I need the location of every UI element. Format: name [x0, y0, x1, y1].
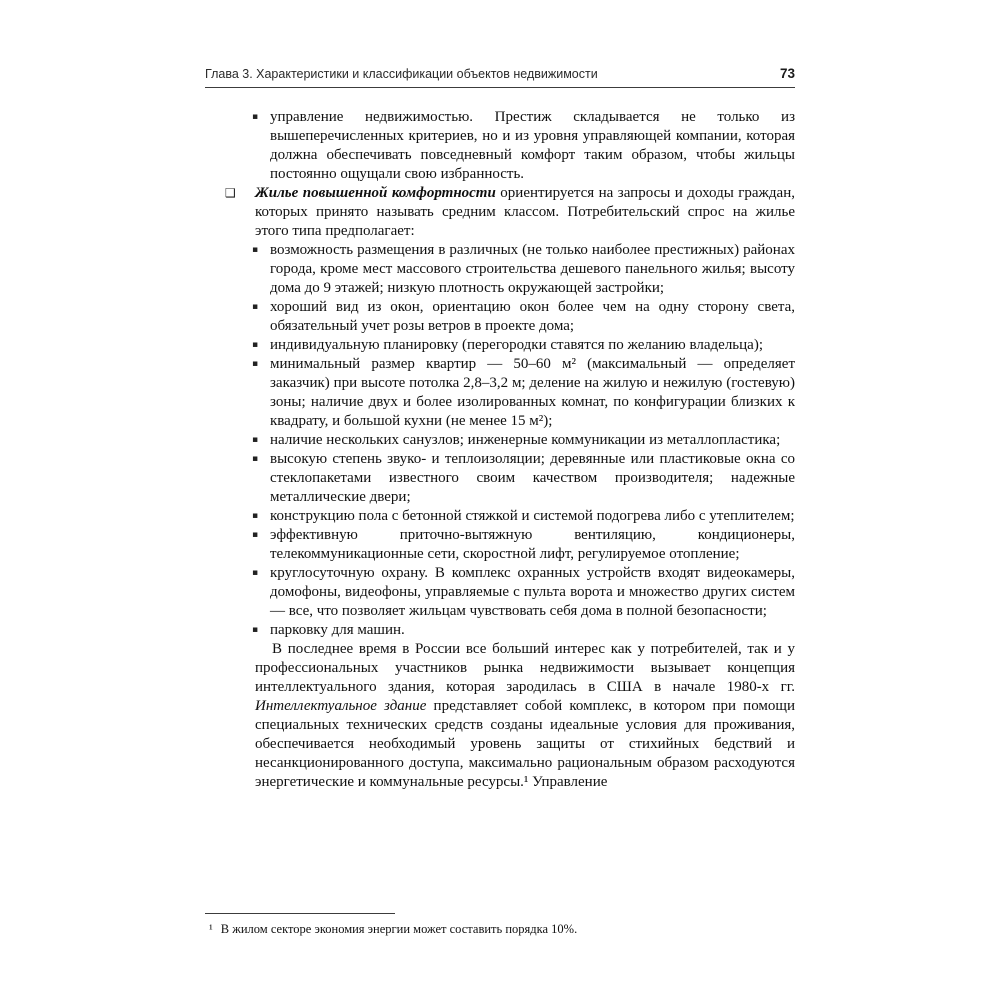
header-rule — [205, 87, 795, 88]
list-item-text: конструкцию пола с бетонной стяжкой и системой подогрева либо с утеплителем; — [270, 508, 795, 524]
square-bullet-icon: ▪ — [252, 454, 259, 464]
square-bullet-icon: ▪ — [252, 112, 259, 122]
square-bullet-icon: ▪ — [252, 340, 259, 350]
list-item-text: минимальный размер квартир — 50–60 м² (максимальный — определяет заказчик) при высоте потолка 2,8–3,2 м; деление на жилую и нежилую (гостевую) зоны; наличие двух и более изолированных комнат, по конфигурации близких к квадрату, и большой кухни (не менее 15 м²); — [270, 356, 795, 429]
closing-text-2: представляет собой комплекс, в котором при помощи специальных технических средств созданы идеальные условия для проживания, обеспечивается необходимый уровень защиты от стихийных бедствий и несанкционированного доступа, максимально рациональным образом расходуются энергетические и коммунальные ресурсы.¹ Управление — [255, 698, 795, 790]
section-item-comfort-housing — [205, 184, 795, 241]
list-item-text: парковку для машин. — [270, 622, 405, 638]
list-item-text: индивидуальную планировку (перегородки ставятся по желанию владельца); — [270, 337, 764, 353]
list-item-text: эффективную приточно-вытяжную вентиляцию, кондиционеры, телекоммуникационные сети, скоростной лифт, регулируемое отопление; — [270, 527, 795, 562]
footnote-marker: ¹ — [209, 922, 213, 936]
chapter-title: Глава 3. Характеристики и классификации объектов недвижимости — [205, 67, 598, 81]
list-item — [205, 564, 795, 621]
closing-term-intelligent-building: Интеллектуальное здание — [255, 698, 427, 714]
square-bullet-icon: ▪ — [252, 530, 259, 540]
footnote — [209, 921, 795, 937]
page-body — [205, 108, 795, 792]
list-item-text: наличие нескольких санузлов; инженерные коммуникации из металлопластика; — [270, 432, 781, 448]
square-bullet-icon: ▪ — [252, 302, 259, 312]
square-bullet-icon: ▪ — [252, 435, 259, 445]
list-item — [205, 507, 795, 526]
list-item-text: управление недвижимостью. Престиж складывается не только из вышеперечисленных критериев, но и из уровня управляющей компании, которая должна обеспечивать повседневный комфорт таким образом, чтобы жильцы постоянно ощущали свою избранность. — [270, 109, 795, 182]
square-bullet-icon: ▪ — [252, 359, 259, 369]
list-item — [205, 431, 795, 450]
square-bullet-icon: ▪ — [252, 245, 259, 255]
list-item — [205, 108, 795, 184]
list-item-text: хороший вид из окон, ориентацию окон более чем на одну сторону света, обязательный учет розы ветров в проекте дома; — [270, 299, 795, 334]
list-item — [205, 241, 795, 298]
footnote-text: В жилом секторе экономия энергии может составить порядка 10%. — [220, 922, 578, 936]
closing-text-1: В последнее время в России все больший интерес как у потребителей, так и у профессиональных участников рынка недвижимости вызывает концепция интеллектуального здания, которая зародилась в США в начале 1980-х гг. — [255, 641, 795, 695]
list-item-text: высокую степень звуко- и теплоизоляции; деревянные или пластиковые окна со стеклопакетами известного своим качеством производителя; надежные металлические двери; — [270, 451, 795, 505]
square-bullet-icon: ▪ — [252, 568, 259, 578]
list-item — [205, 298, 795, 336]
section-term: Жилье повышенной комфортности — [255, 185, 496, 201]
list-item — [205, 450, 795, 507]
list-item — [205, 526, 795, 564]
list-item — [205, 336, 795, 355]
section-text-rest: ориентируется на запросы и доходы граждан, которых принято называть средним классом. Потребительский спрос на жилье этого типа предполагает: — [255, 185, 795, 239]
section-item-text — [255, 184, 795, 241]
list-item-text: возможность размещения в различных (не только наиболее престижных) районах города, кроме мест массового строительства дешевого панельного жилья; высоту дома до 9 этажей; низкую плотность окружающей застройки; — [270, 242, 795, 296]
square-bullet-icon: ▪ — [252, 511, 259, 521]
list-item — [205, 355, 795, 431]
checkbox-bullet-icon: ❑ — [225, 186, 236, 200]
square-bullet-icon: ▪ — [252, 625, 259, 635]
list-item — [205, 621, 795, 640]
footnote-rule — [205, 913, 395, 914]
list-item-text: круглосуточную охрану. В комплекс охранных устройств входят видеокамеры, домофоны, видеофоны, управляемые с пульта ворота и множество других систем — все, что позволяет жильцам чувствовать себя дома в полной безопасности; — [270, 565, 795, 619]
running-head — [205, 66, 795, 81]
page-number: 73 — [779, 66, 795, 81]
closing-paragraph — [255, 640, 795, 792]
